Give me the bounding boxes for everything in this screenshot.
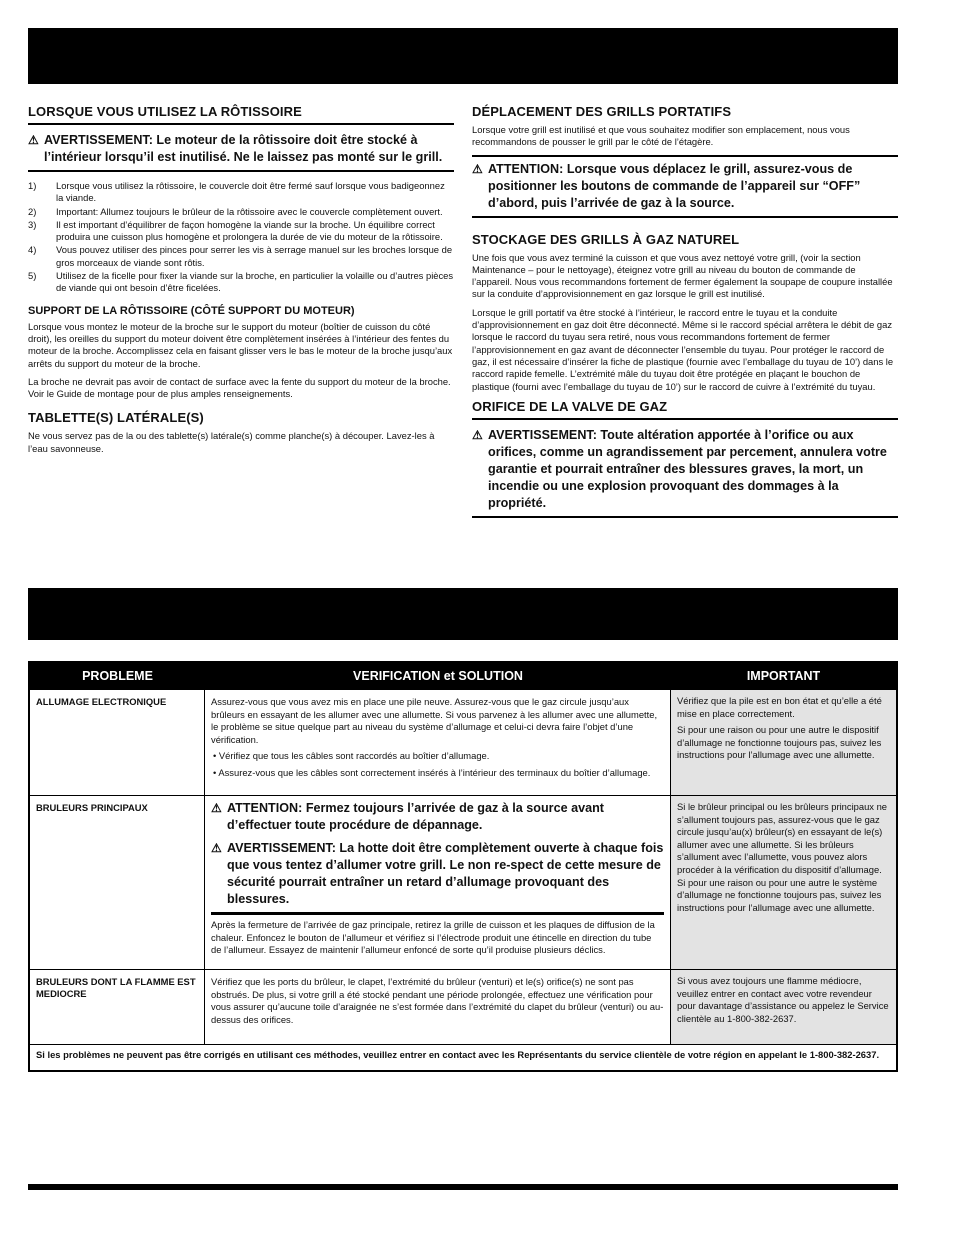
rotisserie-heading: LORSQUE VOUS UTILISEZ LA RÔTISSOIRE — [28, 104, 454, 125]
col-problem-header: PROBLEME — [82, 669, 153, 683]
solution-bullet: • Assurez-vous que les câbles sont correctement insérés à l’intérieur des terminaux du boîtier d’allumage. — [213, 766, 651, 778]
support-heading: SUPPORT DE LA RÔTISSOIRE (CÔTÉ SUPPORT DU MOTEUR) — [28, 304, 355, 317]
list-item: 1) Lorsque vous utilisez la rôtissoire, le couvercle doit être fermé sauf lorsque vous badigeonnez la viande. — [28, 180, 445, 204]
solution-cell — [205, 796, 671, 969]
list-item: 5) Utilisez de la ficelle pour fixer la viande sur la broche, en particulier la volaille ou d’autres pièces de viande qui ont besoin d’être ficelées. — [28, 270, 454, 294]
storage-paragraph-2: Lorsque le grill portatif va être stocké à l’intérieur, le raccord entre le tuyau et la conduite d’approvisionnement en gaz doit être déconnecté. Même si le raccord spécial arrêtera le débit de gaz lorsque le raccord du tuyau sera retiré, nous vous recommandons fortement de fermer l’approvisionnement en gaz avant de déconnecter l’ensemble du tuyau. Pour protéger le raccord de gaz, il est nécessaire d’insérer la fiche de plastique (fournie avec l’emballage du tuyau de 10’) dans le raccord rapide femelle. L’extrémité mâle du tuyau doit être protégée en plaçant le bouchon de plastique (fourni avec l’emballage du tuyau de 10’) sur le raccord de cuivre à l’extrémité du tuyau. — [472, 306, 894, 392]
rotisserie-warning-text: AVERTISSEMENT: Le moteur de la rôtissoire doit être stocké à l’intérieur lorsqu’il est inutilisé. Ne le laissez pas monté sur le grill. — [44, 133, 443, 164]
right-column — [472, 104, 898, 526]
problem-cell: ALLUMAGE ELECTRONIQUE — [30, 690, 205, 795]
rotisserie-steps — [28, 180, 454, 295]
list-item: 4) Vous pouvez utiliser des pinces pour serrer les vis à serrage manuel sur les broches lorsque de gros morceaux de viande sont rôtis. — [28, 244, 453, 268]
support-paragraph-2: La broche ne devrait pas avoir de contact de surface avec la fente du support du moteur de la broche. Voir le Guide de montage pour de plus amples renseignements. — [28, 375, 451, 400]
list-item: 3) Il est important d’équilibrer de façon homogène la viande sur la broche. Un équilibre correct produira une cuisson plus homogène et prolongera la durée de vie du moteur de la rôtissoire. — [28, 218, 443, 243]
top-header-bar — [28, 28, 898, 84]
col-solution-header: VERIFICATION et SOLUTION — [353, 669, 523, 683]
table-row — [30, 689, 896, 795]
solution-text: Après la fermeture de l’arrivée de gaz principale, retirez la grille de cuisson et les plaques de diffusion de la chaleur. Enfoncez le bouton de l’allumeur et vérifiez si l’électrode produit une étincelle en direction du tube de l’allumeur. Essayez de maintenir l’allumeur enfoncé de sorte qu’il produise plusieurs déclics. — [211, 919, 655, 956]
table-header — [30, 663, 896, 689]
hood-warning: ⚠ AVERTISSEMENT: La hotte doit être complètement ouverte à chaque fois que vous tentez d’allumer votre grill. Le non re-spect de cette mesure de sécurité pourrait entraîner un retard d’allumage provoquant des blessures. — [211, 840, 664, 915]
shelf-paragraph: Ne vous servez pas de la ou des tablette(s) latérale(s) comme planche(s) à découper. Lavez-les à l’eau savonneuse. — [28, 430, 435, 454]
col-important-header: IMPORTANT — [746, 669, 821, 683]
important-text: Si le brûleur principal ou les brûleurs principaux ne s’allument toujours pas, assurez-vous que le gaz circule jusqu’au(x) brûleur(s) en essayant de le(s) allumer avec une allumette. Si les brûleurs s’allument avec l’allumette, vous pouvez alors procéder à la vérification du dispositif d’allumage. Si pour une raison ou pour une autre le système d’allumage ne fonctionne toujours pas, suivez les instructions pour l’allumage avec une allumette. — [677, 801, 888, 913]
important-cell — [671, 970, 896, 1044]
solution-cell — [205, 690, 671, 795]
bottom-rule — [28, 1184, 898, 1190]
problem-cell: BRULEURS DONT LA FLAMME EST MEDIOCRE — [30, 970, 205, 1044]
warning-triangle-icon: ⚠ — [472, 161, 483, 176]
important-cell — [671, 690, 896, 795]
orifice-warning-text: AVERTISSEMENT: Toute altération apportée à l’orifice ou aux orifices, comme un agrandissement par percement, annulera votre garantie et pourrait entraîner des blessures graves, la mort, un incendie ou une explosion provoquant des dommages à la propriété. — [488, 427, 887, 510]
attention-warning: ⚠ ATTENTION: Fermez toujours l’arrivée de gaz à la source avant d’effectuer toute procédure de dépannage. — [211, 801, 604, 832]
orifice-warning — [472, 425, 898, 518]
move-paragraph: Lorsque votre grill est inutilisé et que vous souhaitez modifier son emplacement, nous vous recommandons de pousser le grill par le côté de l’étagère. — [472, 124, 850, 148]
storage-paragraph-1: Une fois que vous avez terminé la cuisson et que vous avez nettoyé votre grill, (voir la section Maintenance – pour le nettoyage), éteignez votre grill au niveau du bouton de commande de l’appareil. Nous vous recommandons fortement de fermer également la soupape de coupure installée sur la conduite d’approvisionnement en gaz lorsque le grill est inutilisé. — [472, 251, 893, 300]
solution-text: Assurez-vous que vous avez mis en place une pile neuve. Assurez-vous que le gaz circule jusqu’aux brûleurs en essayant de les allumer avec une allumette. Si vous parvenez à les allumer avec une allumette, le problème se situe quelque part au niveau du système d’allumage et celui-ci devra faire l’objet d’une vérification. — [211, 696, 658, 745]
left-column — [28, 104, 454, 461]
troubleshooting-table — [28, 661, 898, 1072]
warning-triangle-icon: ⚠ — [211, 841, 222, 855]
warning-triangle-icon: ⚠ — [211, 801, 222, 815]
important-text: Si pour une raison ou pour une autre le dispositif d’allumage ne fonctionne toujours pas, suivez les instructions pour l’allumage avec une allumette. — [677, 724, 882, 761]
move-heading: DÉPLACEMENT DES GRILLS PORTATIFS — [472, 104, 732, 119]
shelf-heading: TABLETTE(S) LATÉRALE(S) — [28, 410, 204, 426]
warning-triangle-icon: ⚠ — [472, 427, 483, 442]
move-warning-text: ATTENTION: Lorsque vous déplacez le grill, assurez-vous de positionner les boutons de commande de l’appareil sur “OFF” d’abord, puis l’arrivée de gaz à la source. — [488, 161, 861, 210]
solution-text: Vérifiez que les ports du brûleur, le clapet, l’extrémité du brûleur (venturi) et le(s) orifice(s) ne sont pas obstrués. De plus, si votre grill a été stocké pendant une période prolongée, effectuez une vérification pour vous assurer qu’aucune toile d’araignée ne s’est formée dans l’extrémité du clapet du brûleur (venturi) ou au-dessus des orifices. — [211, 976, 664, 1025]
warning-triangle-icon: ⚠ — [28, 133, 39, 147]
move-warning — [472, 155, 898, 218]
support-paragraph-1: Lorsque vous montez le moteur de la broche sur le support du moteur (boîtier de cuisson du côté droit), les oreilles du support du moteur doivent être complètement insérées à l’intérieur des fentes du moteur de la broche. Accomplissez cela en faisant glisser vers le bas le moteur de la broche jusqu’aux arrêts du support du moteur de la broche. — [28, 320, 453, 369]
solution-cell — [205, 970, 671, 1044]
solution-bullet: • Vérifiez que tous les câbles sont raccordés au boîtier d’allumage. — [213, 750, 490, 762]
important-cell — [671, 796, 896, 969]
important-text: Vérifiez que la pile est en bon état et qu’elle a été mise en place correctement. — [677, 695, 882, 719]
table-footer-note: Si les problèmes ne peuvent pas être corrigés en utilisant ces méthodes, veuillez entrer en contact avec les Représentants du service clientèle de votre région en appelant le 1-800-382-2637. — [30, 1044, 896, 1070]
important-text: Si vous avez toujours une flamme médiocre, veuillez entrer en contact avec votre revendeur pour davantage d’assistance ou appelez le Service clientèle au 1-800-382-2637. — [677, 975, 889, 1024]
section-header-bar — [28, 588, 898, 640]
table-row — [30, 795, 896, 969]
rotisserie-warning — [28, 130, 454, 172]
table-row — [30, 969, 896, 1044]
problem-cell: BRULEURS PRINCIPAUX — [30, 796, 205, 969]
orifice-heading: ORIFICE DE LA VALVE DE GAZ — [472, 399, 898, 420]
storage-heading: STOCKAGE DES GRILLS À GAZ NATUREL — [472, 231, 740, 247]
list-item: 2) Important: Allumez toujours le brûleur de la rôtissoire avec le couvercle complètement ouvert. — [28, 205, 443, 217]
